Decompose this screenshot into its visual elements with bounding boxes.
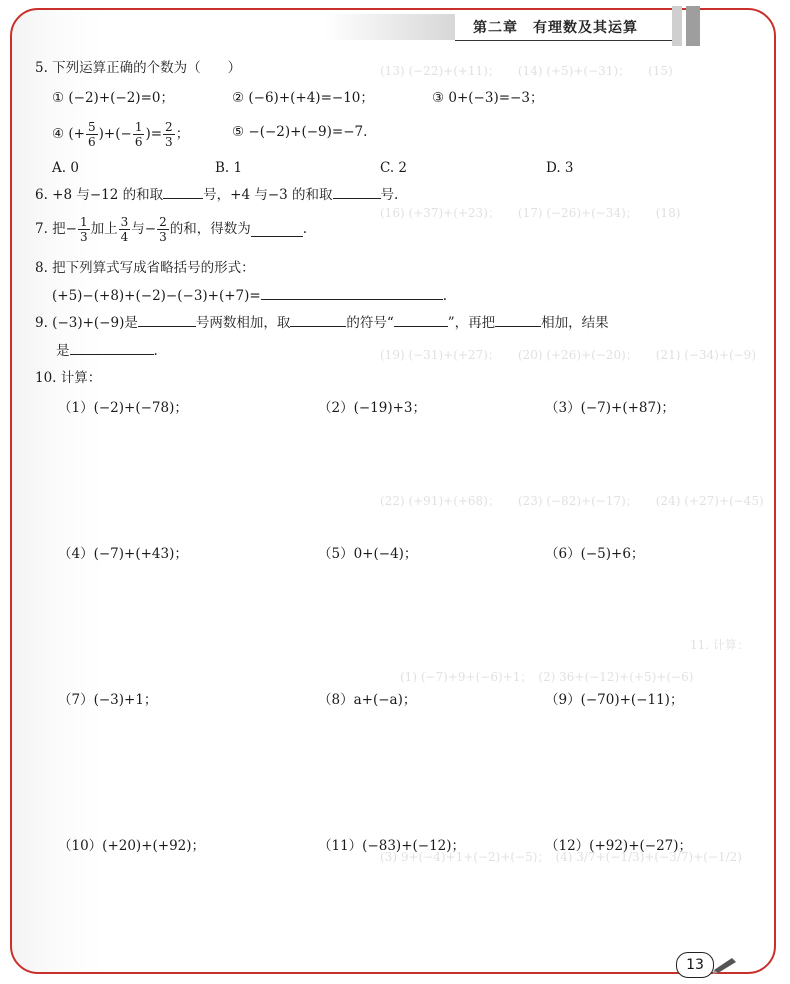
numerator: 2 [159, 214, 167, 229]
ghost-line: (3) 9+(−4)+1+(−2)+(−5)； (4) 3/7+(−1/3)+(−3/7)+(−1/2) [380, 850, 742, 864]
q10-item: （10）(+20)+(+92)； [58, 838, 206, 854]
denominator: 6 [88, 134, 96, 149]
q8-expr [52, 285, 447, 306]
q5-item-4-part: )+(− [98, 126, 132, 142]
q5-choice-d: D. 3 [546, 160, 574, 176]
q5-item-4-part: (+ [68, 126, 85, 142]
answer-blank[interactable] [495, 312, 541, 327]
page-number: 13 [676, 952, 714, 978]
q9-cont [56, 340, 158, 361]
q9-text: 号两数相加，取 [195, 315, 291, 331]
q10-item: （5）0+(−4)； [318, 546, 418, 562]
q10-item: （11）(−83)+(−12)； [318, 838, 466, 854]
q5-item-4-label: ④ [52, 126, 65, 142]
answer-blank[interactable] [261, 285, 443, 300]
q8-stem: 8. 把下列算式写成省略括号的形式： [35, 260, 255, 276]
q9-text: 的符号“ [346, 315, 394, 331]
q7-text: 加上 [90, 221, 118, 237]
numerator: 3 [120, 214, 129, 229]
answer-blank[interactable] [251, 222, 303, 237]
q10-item: （9）(−70)+(−11)； [545, 692, 684, 708]
q5-stem: 5. 下列运算正确的个数为（ ） [35, 60, 242, 76]
ghost-line: (16) (+37)+(+23)； (17) (−26)+(−34)； (18) [380, 206, 681, 220]
header-tab-light [672, 6, 682, 46]
answer-blank[interactable] [138, 312, 196, 327]
q7-text: . [302, 221, 308, 237]
q10-item: （1）(−2)+(−78)； [58, 400, 188, 416]
denominator: 4 [120, 229, 129, 244]
answer-blank[interactable] [394, 312, 448, 327]
answer-blank[interactable] [290, 312, 346, 327]
ghost-line: (1) (−7)+9+(−6)+1； (2) 36+(−12)+(+5)+(−6) [400, 670, 694, 684]
q9-text: 是 [56, 343, 70, 359]
q10-item: （4）(−7)+(+43)； [58, 546, 188, 562]
numerator: 5 [88, 119, 96, 134]
q9 [35, 312, 609, 333]
q6-text: 6. +8 与−12 的和取 [35, 187, 164, 203]
fraction [163, 120, 175, 149]
chapter-title: 第二章 有理数及其运算 [473, 20, 638, 36]
numerator: 2 [165, 119, 173, 134]
numerator: 1 [79, 214, 88, 229]
ghost-line: (19) (−31)+(+27)； (20) (+26)+(−20)； (21) (−34)+(−9) [380, 348, 756, 362]
q10-item: （12）(+92)+(−27)； [545, 838, 693, 854]
q5-item-5: ⑤ −(−2)+(−9)=−7. [232, 124, 368, 140]
q7-text: 与− [131, 221, 157, 237]
q6-text: 号，+4 与−3 的和取 [203, 187, 333, 203]
q5-item-4-part: )= [145, 126, 163, 142]
q5-item-2: ② (−6)+(+4)=−10； [232, 90, 374, 106]
header-tab-dark [686, 6, 700, 46]
ghost-line: (13) (−22)+(+11)； (14) (+5)+(−31)； (15) [380, 64, 673, 78]
q6 [35, 184, 398, 205]
chapter-header [455, 14, 675, 41]
q10-stem: 10. 计算： [35, 370, 102, 386]
q7-text: 7. 把− [35, 221, 77, 237]
q9-text: ”，再把 [447, 315, 496, 331]
denominator: 3 [159, 229, 167, 244]
header-gradient [325, 14, 455, 40]
fraction [86, 120, 98, 149]
q9-text: 9. (−3)+(−9)是 [35, 315, 138, 331]
fraction [119, 215, 131, 244]
answer-blank[interactable] [333, 184, 381, 199]
q10-item: （8）a+(−a)； [318, 692, 417, 708]
numerator: 1 [134, 119, 143, 134]
ghost-line: 11. 计算： [690, 638, 749, 652]
q5-item-1: ① (−2)+(−2)=0； [52, 90, 174, 106]
q5-item-4 [52, 118, 189, 150]
q10-item: （2）(−19)+3； [318, 400, 427, 416]
q8-text: (+5)−(+8)+(−2)−(−3)+(+7)= [52, 288, 261, 304]
q5-choice-c: C. 2 [380, 160, 408, 176]
q8-text: . [442, 288, 448, 304]
q10-item: （6）(−5)+6； [545, 546, 645, 562]
q7-text: 的和，得数为 [169, 221, 251, 237]
q5-choice-b: B. 1 [215, 160, 243, 176]
denominator: 3 [165, 134, 173, 149]
denominator: 3 [79, 229, 88, 244]
answer-blank[interactable] [70, 340, 154, 355]
denominator: 6 [134, 134, 143, 149]
q5-item-4-part: ； [175, 126, 190, 142]
page-frame [10, 8, 776, 974]
fraction [78, 215, 90, 244]
pencil-icon [712, 954, 738, 974]
fraction [133, 120, 145, 149]
q9-text: . [153, 343, 158, 359]
q6-text: 号. [380, 187, 399, 203]
q5-choice-a: A. 0 [52, 160, 79, 176]
ghost-line: (22) (+91)+(+68)； (23) (−82)+(−17)； (24) (+27)+(−45) [380, 494, 764, 508]
q9-text: 相加，结果 [541, 315, 609, 331]
q5-item-3: ③ 0+(−3)=−3； [432, 90, 544, 106]
answer-blank[interactable] [163, 184, 203, 199]
q10-item: （3）(−7)+(+87)； [545, 400, 675, 416]
q10-item: （7）(−3)+1； [58, 692, 158, 708]
fraction [157, 215, 169, 244]
q7 [35, 212, 307, 246]
